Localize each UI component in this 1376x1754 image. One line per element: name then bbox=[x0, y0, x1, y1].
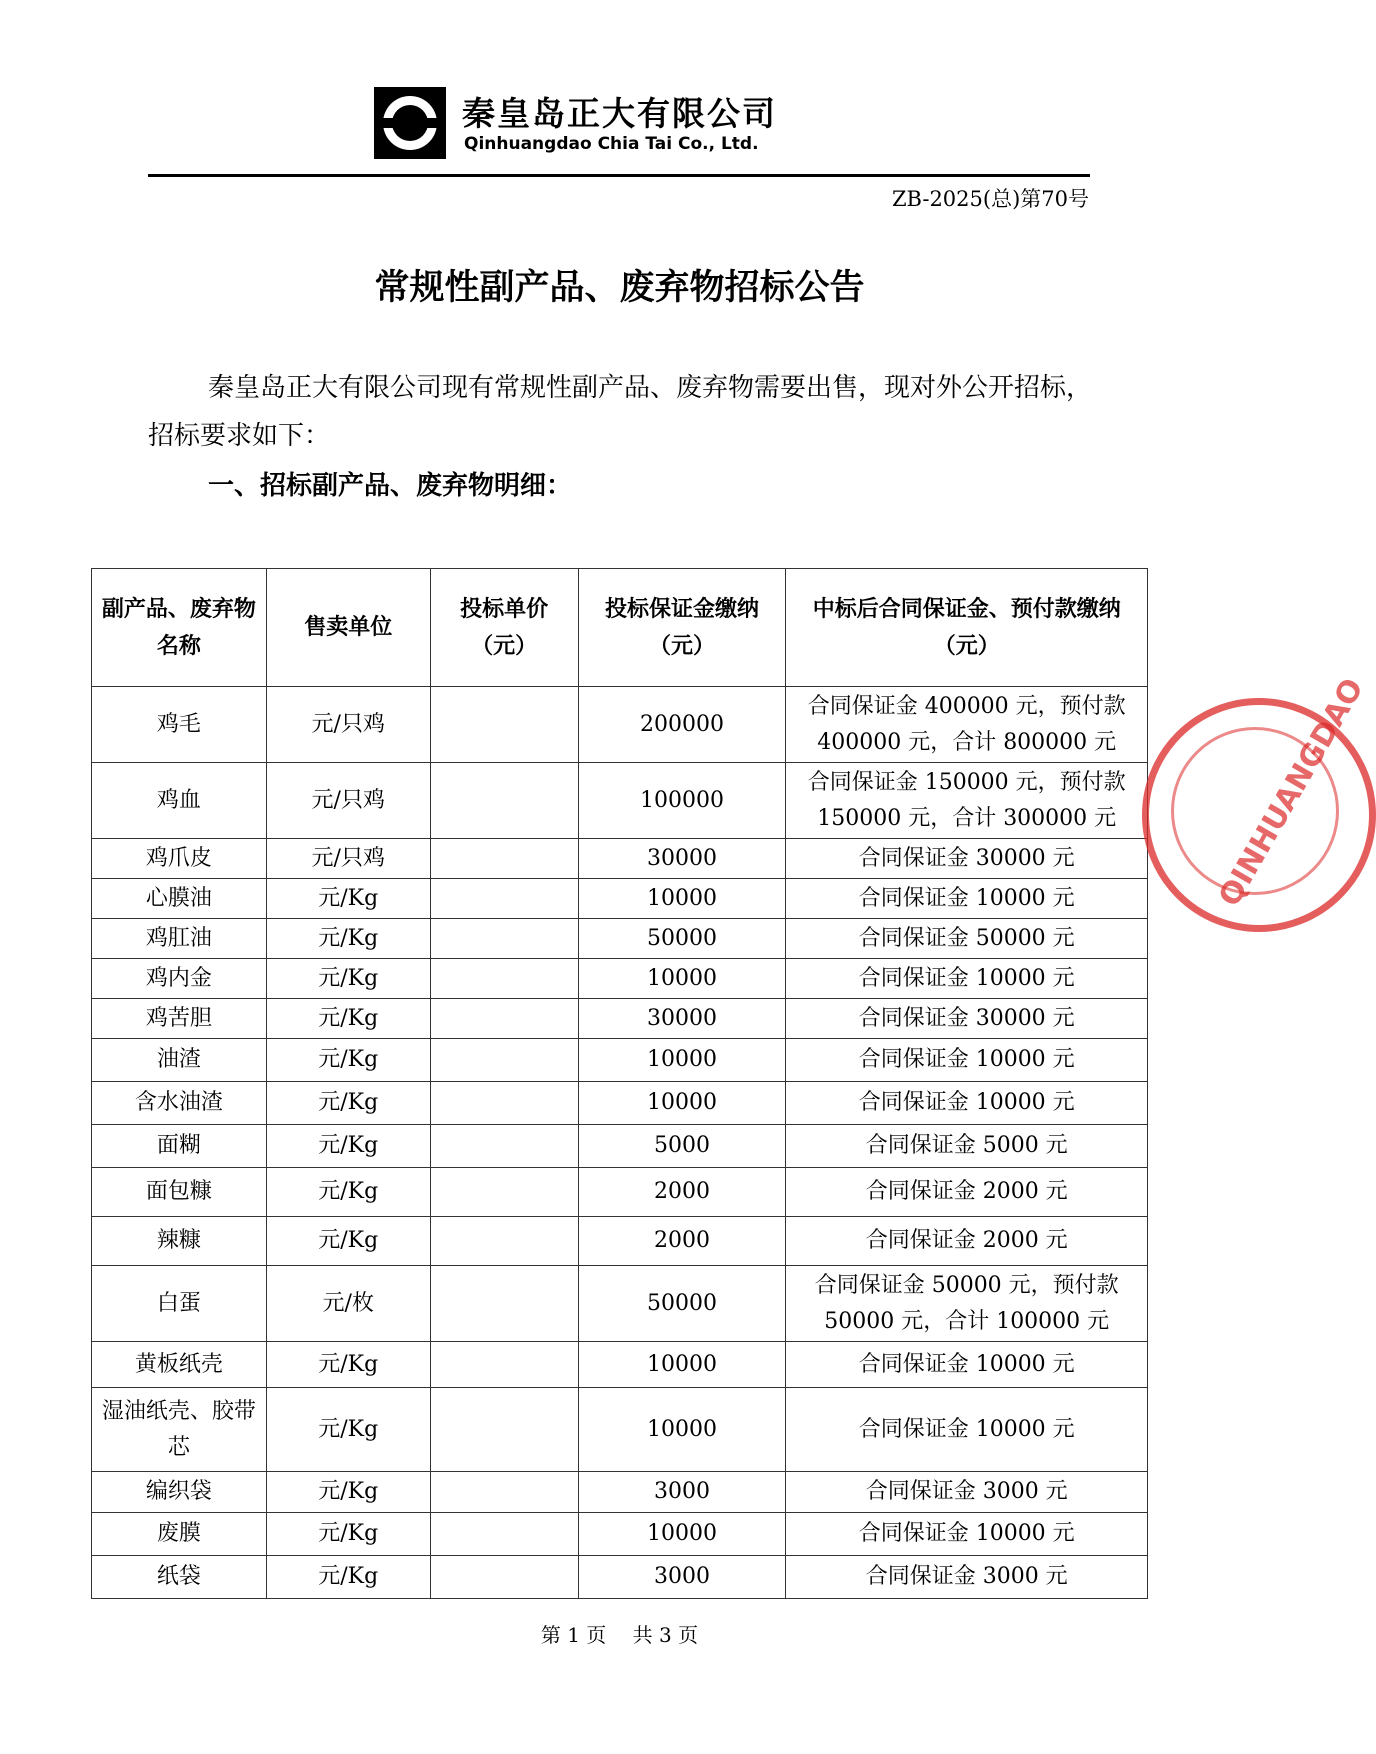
company-seal-stamp bbox=[1142, 672, 1376, 932]
cell-name: 鸡毛 bbox=[92, 687, 267, 763]
cell-name: 鸡爪皮 bbox=[92, 839, 267, 879]
cell-unit: 元/Kg bbox=[266, 1556, 430, 1599]
cell-price bbox=[430, 1472, 578, 1513]
cell-deposit: 3000 bbox=[578, 1472, 786, 1513]
cell-unit: 元/Kg bbox=[266, 1125, 430, 1168]
cell-deposit: 10000 bbox=[578, 1342, 786, 1388]
cell-unit: 元/Kg bbox=[266, 1342, 430, 1388]
cell-contract: 合同保证金 30000 元 bbox=[786, 999, 1148, 1039]
cell-name: 废膜 bbox=[92, 1513, 267, 1556]
page-footer bbox=[0, 1619, 1239, 1648]
cell-unit: 元/Kg bbox=[266, 999, 430, 1039]
cell-unit: 元/Kg bbox=[266, 959, 430, 999]
cell-contract: 合同保证金 2000 元 bbox=[786, 1168, 1148, 1217]
cell-unit: 元/只鸡 bbox=[266, 687, 430, 763]
page-number: 第 1 页 bbox=[540, 1623, 607, 1647]
cell-deposit: 100000 bbox=[578, 763, 786, 839]
cell-name: 白蛋 bbox=[92, 1266, 267, 1342]
cell-price bbox=[430, 919, 578, 959]
items-table bbox=[91, 568, 1148, 1599]
company-logo bbox=[374, 87, 446, 159]
table-row bbox=[92, 1513, 1148, 1556]
cell-price bbox=[430, 1039, 578, 1082]
cell-contract: 合同保证金 50000 元，预付款 50000 元，合计 100000 元 bbox=[786, 1266, 1148, 1342]
cell-contract: 合同保证金 10000 元 bbox=[786, 1082, 1148, 1125]
table-row bbox=[92, 763, 1148, 839]
cell-deposit: 2000 bbox=[578, 1217, 786, 1266]
cell-contract: 合同保证金 3000 元 bbox=[786, 1556, 1148, 1599]
cell-price bbox=[430, 763, 578, 839]
cell-name: 编织袋 bbox=[92, 1472, 267, 1513]
cell-unit: 元/只鸡 bbox=[266, 763, 430, 839]
table-row bbox=[92, 1082, 1148, 1125]
table-row bbox=[92, 919, 1148, 959]
cell-name: 面包糠 bbox=[92, 1168, 267, 1217]
cell-deposit: 50000 bbox=[578, 1266, 786, 1342]
logo-bar bbox=[374, 118, 446, 128]
table-row bbox=[92, 879, 1148, 919]
cell-unit: 元/Kg bbox=[266, 1472, 430, 1513]
cell-deposit: 30000 bbox=[578, 999, 786, 1039]
cell-name: 黄板纸壳 bbox=[92, 1342, 267, 1388]
cell-name: 鸡血 bbox=[92, 763, 267, 839]
table-row bbox=[92, 839, 1148, 879]
cell-deposit: 10000 bbox=[578, 879, 786, 919]
cell-contract: 合同保证金 10000 元 bbox=[786, 879, 1148, 919]
cell-price bbox=[430, 1556, 578, 1599]
cell-contract: 合同保证金 10000 元 bbox=[786, 1342, 1148, 1388]
document-number: ZB-2025(总)第70号 bbox=[891, 187, 1089, 211]
cell-contract: 合同保证金 400000 元，预付款 400000 元，合计 800000 元 bbox=[786, 687, 1148, 763]
document-title: 常规性副产品、废弃物招标公告 bbox=[374, 268, 865, 308]
company-name-en: Qinhuangdao Chia Tai Co., Ltd. bbox=[464, 134, 759, 154]
header-contract: 中标后合同保证金、预付款缴纳（元） bbox=[786, 569, 1148, 687]
cell-name: 心膜油 bbox=[92, 879, 267, 919]
cell-unit: 元/Kg bbox=[266, 919, 430, 959]
cell-name: 湿油纸壳、胶带芯 bbox=[92, 1388, 267, 1472]
section-heading: 一、招标副产品、废弃物明细： bbox=[208, 471, 573, 501]
cell-price bbox=[430, 879, 578, 919]
cell-deposit: 200000 bbox=[578, 687, 786, 763]
cell-unit: 元/Kg bbox=[266, 1217, 430, 1266]
cell-price bbox=[430, 1168, 578, 1217]
cell-price bbox=[430, 999, 578, 1039]
cell-deposit: 10000 bbox=[578, 1513, 786, 1556]
cell-price bbox=[430, 1388, 578, 1472]
cell-contract: 合同保证金 50000 元 bbox=[786, 919, 1148, 959]
header-deposit: 投标保证金缴纳（元） bbox=[578, 569, 786, 687]
cell-price bbox=[430, 1082, 578, 1125]
header-rule bbox=[148, 174, 1090, 177]
cell-price bbox=[430, 839, 578, 879]
cell-price bbox=[430, 1266, 578, 1342]
table-row bbox=[92, 1342, 1148, 1388]
cell-price bbox=[430, 687, 578, 763]
cell-deposit: 5000 bbox=[578, 1125, 786, 1168]
cell-price bbox=[430, 959, 578, 999]
cell-contract: 合同保证金 150000 元，预付款 150000 元，合计 300000 元 bbox=[786, 763, 1148, 839]
header-unit: 售卖单位 bbox=[266, 569, 430, 687]
intro-paragraph: 秦皇岛正大有限公司现有常规性副产品、废弃物需要出售，现对外公开招标，招标要求如下： bbox=[148, 373, 1093, 451]
cell-deposit: 50000 bbox=[578, 919, 786, 959]
cell-unit: 元/Kg bbox=[266, 1039, 430, 1082]
cell-deposit: 3000 bbox=[578, 1556, 786, 1599]
cell-deposit: 10000 bbox=[578, 1039, 786, 1082]
header-price: 投标单价（元） bbox=[430, 569, 578, 687]
cell-name: 面糊 bbox=[92, 1125, 267, 1168]
cell-name: 纸袋 bbox=[92, 1556, 267, 1599]
cell-name: 辣糠 bbox=[92, 1217, 267, 1266]
cell-unit: 元/Kg bbox=[266, 1082, 430, 1125]
table-row bbox=[92, 687, 1148, 763]
table-row bbox=[92, 1039, 1148, 1082]
cell-unit: 元/只鸡 bbox=[266, 839, 430, 879]
cell-name: 油渣 bbox=[92, 1039, 267, 1082]
cell-name: 含水油渣 bbox=[92, 1082, 267, 1125]
table-row bbox=[92, 959, 1148, 999]
table-row bbox=[92, 1125, 1148, 1168]
cell-contract: 合同保证金 3000 元 bbox=[786, 1472, 1148, 1513]
table-row bbox=[92, 1168, 1148, 1217]
cell-deposit: 2000 bbox=[578, 1168, 786, 1217]
company-name-cn: 秦皇岛正大有限公司 bbox=[462, 94, 777, 133]
cell-unit: 元/Kg bbox=[266, 1513, 430, 1556]
cell-price bbox=[430, 1125, 578, 1168]
page-total: 共 3 页 bbox=[632, 1623, 699, 1647]
cell-contract: 合同保证金 10000 元 bbox=[786, 959, 1148, 999]
table-row bbox=[92, 1266, 1148, 1342]
cell-unit: 元/枚 bbox=[266, 1266, 430, 1342]
cell-price bbox=[430, 1513, 578, 1556]
table-header-row bbox=[92, 569, 1148, 687]
cell-unit: 元/Kg bbox=[266, 879, 430, 919]
cell-contract: 合同保证金 5000 元 bbox=[786, 1125, 1148, 1168]
cell-deposit: 10000 bbox=[578, 1388, 786, 1472]
cell-price bbox=[430, 1342, 578, 1388]
table-row bbox=[92, 1388, 1148, 1472]
header-name: 副产品、废弃物名称 bbox=[92, 569, 267, 687]
cell-deposit: 10000 bbox=[578, 1082, 786, 1125]
cell-name: 鸡苦胆 bbox=[92, 999, 267, 1039]
cell-name: 鸡内金 bbox=[92, 959, 267, 999]
cell-contract: 合同保证金 10000 元 bbox=[786, 1039, 1148, 1082]
cell-contract: 合同保证金 30000 元 bbox=[786, 839, 1148, 879]
cell-contract: 合同保证金 2000 元 bbox=[786, 1217, 1148, 1266]
cell-unit: 元/Kg bbox=[266, 1168, 430, 1217]
cell-name: 鸡肛油 bbox=[92, 919, 267, 959]
cell-deposit: 10000 bbox=[578, 959, 786, 999]
cell-unit: 元/Kg bbox=[266, 1388, 430, 1472]
table-row bbox=[92, 999, 1148, 1039]
cell-contract: 合同保证金 10000 元 bbox=[786, 1513, 1148, 1556]
cell-contract: 合同保证金 10000 元 bbox=[786, 1388, 1148, 1472]
table-row bbox=[92, 1472, 1148, 1513]
table-row bbox=[92, 1217, 1148, 1266]
seal-text: QINHUANGDAO bbox=[1212, 672, 1371, 913]
table-row bbox=[92, 1556, 1148, 1599]
cell-deposit: 30000 bbox=[578, 839, 786, 879]
cell-price bbox=[430, 1217, 578, 1266]
